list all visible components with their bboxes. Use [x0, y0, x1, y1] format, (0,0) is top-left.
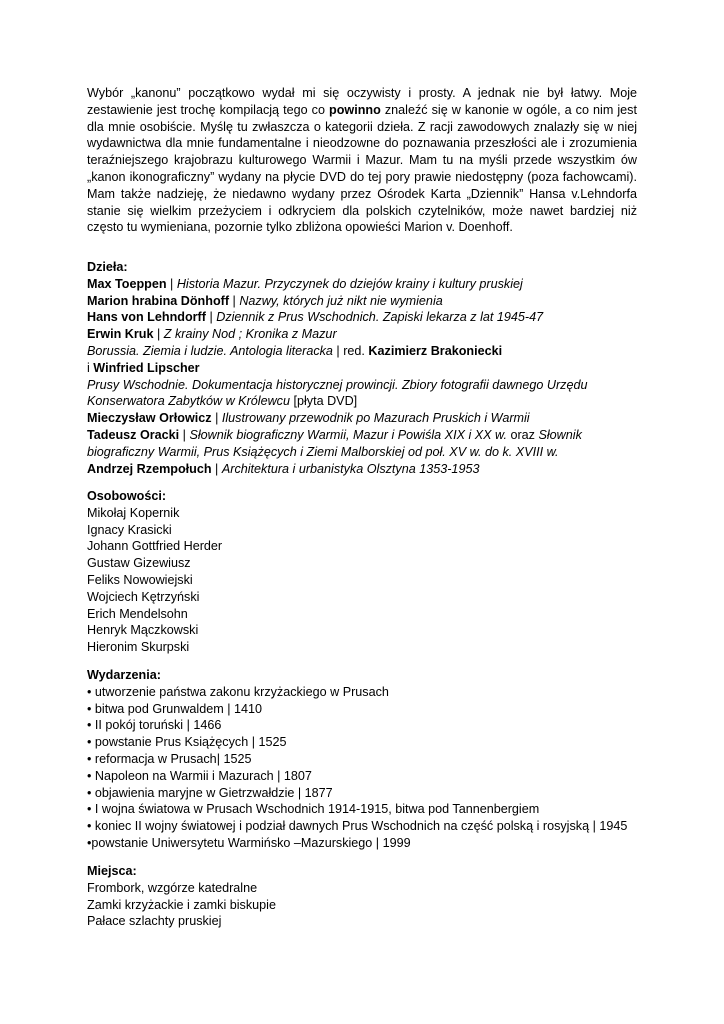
work-item: [87, 309, 647, 326]
work-item: [87, 343, 647, 360]
person-item: Mikołaj Kopernik: [87, 505, 180, 520]
work-title: Ilustrowany przewodnik po Mazurach Pruskich i Warmii: [221, 411, 530, 426]
work-separator: |: [229, 293, 240, 308]
work-editor: Kazimierz Brakoniecki: [368, 343, 503, 358]
work-item: [87, 276, 647, 293]
events-section: [87, 667, 647, 852]
work-separator: |: [166, 276, 177, 291]
intro-text-2: znaleźć się w kanonie w ogóle, a co nim jest dla mnie osobiście. Myślę tu zwłaszcza o kategorii dzieła. Z racji zawodowych znalazły się w niej wydawnictwa dla mnie fundamentalne i nieodzowne do poznawania przeszłości ale i zrozumienia teraźniejszego krajobrazu kulturowego Warmii i Mazur. Mam tu na myśli przede wszystkim ów „kanon ikonograficzny” wydany na płycie DVD do tej pory prawie niedostępny (poza fachowcami). Mam także nadzieję, że niedawno wydany przez Ośrodek Karta „Dziennik” Hansa v.Lehndorfa stanie się wielkim przeżyciem i odkryciem dla polskich czytelników, może nawet bardziej niż często tu wymieniana, pozornie tylko zbliżona opowieści Marion v. Doenhoff.: [87, 102, 637, 235]
intro-text-1: Wybór „kanonu” początkowo wydał mi się oczywisty i prosty. A jednak nie był łatwy. Moje zestawienie jest trochę kompilacją tego co: [87, 86, 637, 117]
work-title: Historia Mazur. Przyczynek do dziejów krainy i kultury pruskiej: [176, 276, 523, 291]
intro-paragraph: [87, 85, 637, 236]
event-item: • powstanie Prus Książęcych | 1525: [87, 735, 287, 750]
work-author: Andrzej Rzempołuch: [87, 461, 212, 476]
work-item: [87, 326, 647, 343]
event-item: • bitwa pod Grunwaldem | 1410: [87, 701, 262, 716]
person-item: Ignacy Krasicki: [87, 522, 172, 537]
work-title: Borussia. Ziemia i ludzie. Antologia literacka: [87, 343, 333, 358]
person-item: Gustaw Gizewiusz: [87, 556, 191, 571]
work-title: Nazwy, których już nikt nie wymienia: [239, 293, 443, 308]
person-item: Henryk Mączkowski: [87, 623, 199, 638]
work-title: Z krainy Nod ; Kronika z Mazur: [163, 327, 337, 342]
works-section: [87, 259, 647, 477]
event-item: • objawienia maryjne w Gietrzwałdzie | 1877: [87, 785, 333, 800]
work-item: [87, 427, 635, 461]
people-heading: Osobowości:: [87, 489, 167, 503]
place-item: Pałace szlachty pruskiej: [87, 914, 222, 929]
work-title: Słownik biograficzny Warmii, Mazur i Powiśla XIX i XX w.: [189, 427, 507, 442]
works-heading: Dzieła:: [87, 260, 128, 274]
work-item-continued: [87, 360, 647, 377]
work-title: Słownik biograficzny Warmii, Prus Książęcych i Ziemi Malborskiej od poł. XV w. do k. XVIII w.: [87, 427, 582, 459]
work-author: Hans von Lehndorff: [87, 310, 206, 325]
event-item: • Napoleon na Warmii i Mazurach | 1807: [87, 768, 312, 783]
work-item: [87, 293, 647, 310]
place-item: Frombork, wzgórze katedralne: [87, 880, 258, 895]
work-conjunction: oraz: [506, 427, 539, 442]
work-title: Dziennik z Prus Wschodnich. Zapiski lekarza z lat 1945-47: [216, 310, 544, 325]
intro-bold-word: powinno: [329, 102, 381, 117]
work-separator: |: [179, 427, 190, 442]
work-item: [87, 377, 635, 411]
events-heading: Wydarzenia:: [87, 668, 161, 682]
work-author: Tadeusz Oracki: [87, 427, 180, 442]
work-author: Mieczysław Orłowicz: [87, 411, 212, 426]
person-item: Hieronim Skurpski: [87, 640, 190, 655]
people-section: [87, 488, 647, 656]
work-separator: |: [211, 461, 222, 476]
work-item: [87, 410, 647, 427]
person-item: Erich Mendelsohn: [87, 606, 188, 621]
work-conjunction: i: [87, 360, 94, 375]
work-author: Max Toeppen: [87, 276, 167, 291]
work-separator: |: [205, 310, 217, 325]
places-heading: Miejsca:: [87, 864, 137, 878]
work-red-label: | red.: [332, 343, 369, 358]
work-item: [87, 461, 647, 478]
event-item: • reformacja w Prusach| 1525: [87, 751, 252, 766]
work-note: [płyta DVD]: [289, 394, 358, 409]
event-item: • I wojna światowa w Prusach Wschodnich 1914-1915, bitwa pod Tannenbergiem: [87, 802, 540, 817]
person-item: Wojciech Kętrzyński: [87, 589, 200, 604]
event-item: • koniec II wojny światowej i podział dawnych Prus Wschodnich na część polską i rosyjską | 1945: [87, 819, 628, 834]
places-section: [87, 863, 647, 930]
person-item: Johann Gottfried Herder: [87, 539, 223, 554]
work-author: Marion hrabina Dönhoff: [87, 293, 230, 308]
work-title: Prusy Wschodnie. Dokumentacja historycznej prowincji. Zbiory fotografii dawnego Urzędu Konserwatora Zabytków w Królewcu: [87, 377, 588, 409]
work-separator: |: [211, 411, 222, 426]
event-item: •powstanie Uniwersytetu Warmińsko –Mazurskiego | 1999: [87, 835, 411, 850]
event-item: • II pokój toruński | 1466: [87, 718, 222, 733]
person-item: Feliks Nowowiejski: [87, 572, 193, 587]
work-editor: Winfried Lipscher: [93, 360, 200, 375]
work-title: Architektura i urbanistyka Olsztyna 1353-1953: [221, 461, 480, 476]
place-item: Zamki krzyżackie i zamki biskupie: [87, 897, 276, 912]
work-author: Erwin Kruk: [87, 327, 154, 342]
event-item: • utworzenie państwa zakonu krzyżackiego w Prusach: [87, 684, 389, 699]
work-separator: |: [153, 327, 164, 342]
